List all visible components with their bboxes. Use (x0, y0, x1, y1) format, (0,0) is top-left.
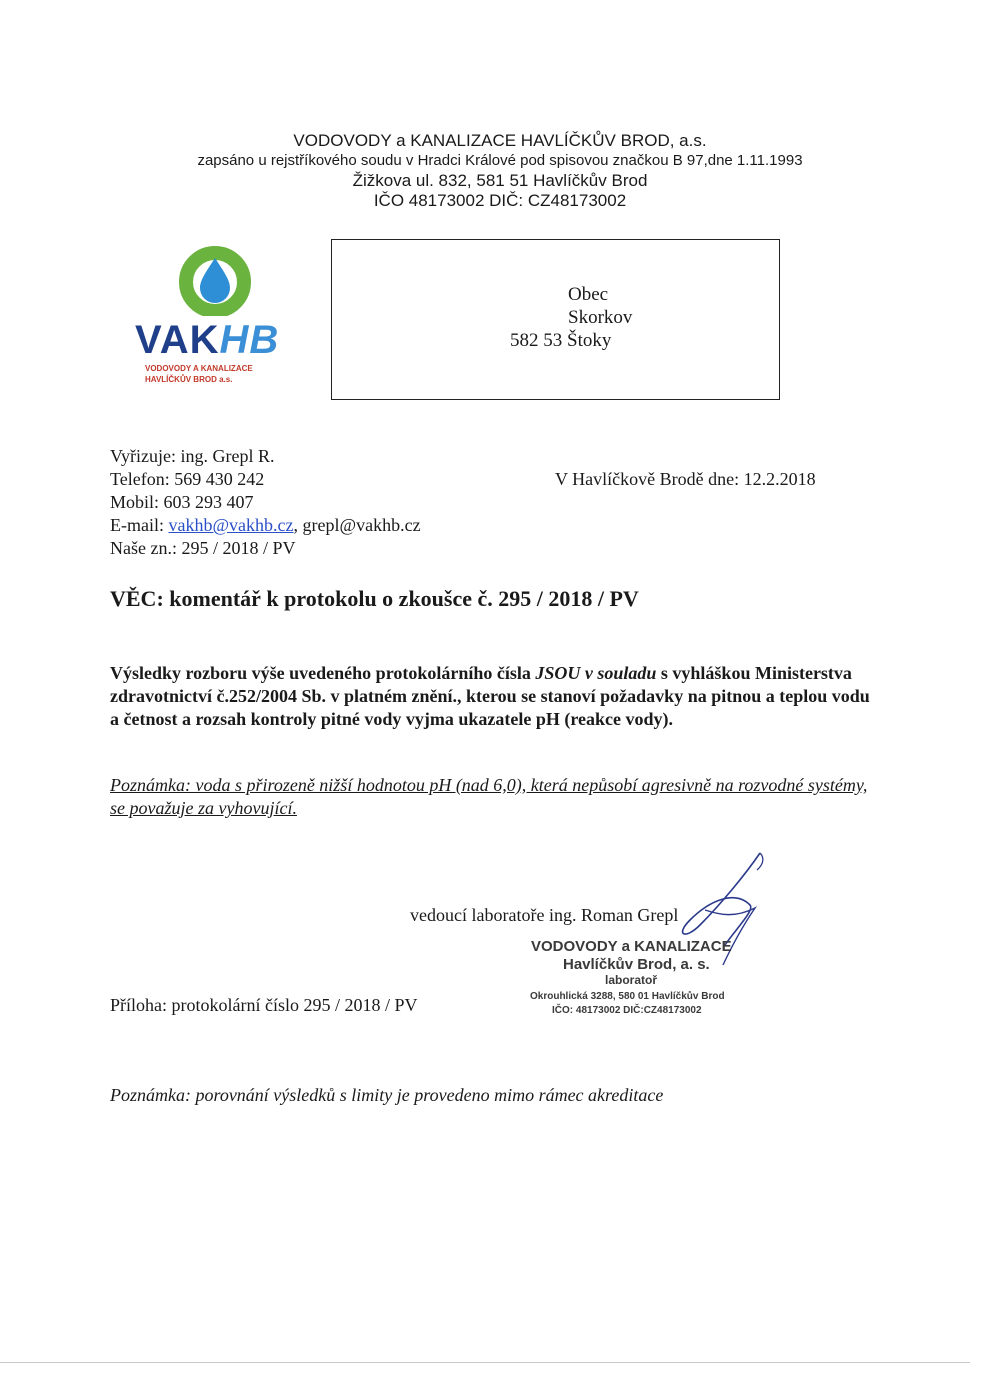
note-ph: Poznámka: voda s přirozeně nižší hodnotou pH (nad 6,0), která nepůsobí agresivně na rozvodné systémy, se považuje za vyhovující. (110, 775, 868, 818)
logo-brand-left: VAK (135, 318, 220, 362)
email-separator: , (293, 515, 303, 535)
stamp-line-1: VODOVODY a KANALIZACE (531, 938, 732, 955)
company-name: VODOVODY a KANALIZACE HAVLÍČKŮV BROD, a.s. (293, 131, 707, 150)
email-label: E-mail: (110, 515, 169, 535)
registration-line: zapsáno u rejstříkového soudu v Hradci Králové pod spisovou značkou B 97,dne 1.11.1993 (197, 152, 803, 169)
company-address: Žižkova ul. 832, 581 51 Havlíčkův Brod (352, 171, 648, 190)
water-drop-icon (130, 246, 305, 316)
company-ids: IČO 48173002 DIČ: CZ48173002 (373, 191, 627, 210)
mobile-line: Mobil: 603 293 407 (110, 492, 254, 512)
signature-line: vedoucí laboratoře ing. Roman Grepl (410, 905, 679, 925)
email-secondary: grepl@vakhb.cz (302, 515, 421, 535)
subject-line: VĚC: komentář k protokolu o zkoušce č. 295 / 2018 / PV (110, 586, 639, 611)
body-emphasis: JSOU v souladu (535, 663, 657, 683)
phone-line: Telefon: 569 430 242 (110, 469, 265, 489)
note-accreditation: Poznámka: porovnání výsledků s limity je provedeno mimo rámec akreditace (110, 1085, 664, 1105)
email-link[interactable]: vakhb@vakhb.cz (168, 515, 294, 535)
scan-edge-line (0, 1362, 970, 1363)
handler-line: Vyřizuje: ing. Grepl R. (110, 446, 275, 466)
stamp-line-4: Okrouhlická 3288, 580 01 Havlíčkův Brod (530, 991, 725, 1002)
place-date: V Havlíčkově Brodě dne: 12.2.2018 (555, 469, 816, 489)
body-part-1: Výsledky rozboru výše uvedeného protokolárního čísla (110, 663, 536, 683)
attachment-line: Příloha: protokolární číslo 295 / 2018 / PV (110, 995, 418, 1015)
logo-tagline-2: HAVLÍČKŮV BROD a.s. (145, 375, 233, 384)
stamp-line-5: IČO: 48173002 DIČ:CZ48173002 (552, 1005, 702, 1016)
contact-block (110, 445, 421, 560)
company-logo (130, 246, 305, 396)
recipient-line-1: Obec (568, 284, 609, 305)
reference-line: Naše zn.: 295 / 2018 / PV (110, 538, 296, 558)
body-part-2: s vyhláškou Ministerstva zdravotnictví č.252/2004 Sb. v platném znění., kterou se stanoví požadavky na pitnou a teplou vodu a četnost a rozsah kontroly pitné vody vyjma ukazatele pH (reakce vody). (110, 663, 870, 729)
recipient-line-3: 582 53 Štoky (510, 330, 612, 351)
logo-brand-right: HB (219, 318, 280, 362)
body-paragraph (110, 662, 880, 731)
stamp-line-3: laboratoř (605, 973, 658, 987)
recipient-address-box (331, 239, 780, 400)
stamp-line-2: Havlíčkův Brod, a. s. (563, 956, 710, 973)
laboratory-stamp (525, 938, 755, 1023)
logo-tagline-1: VODOVODY A KANALIZACE (145, 364, 253, 373)
email-line (110, 514, 421, 537)
recipient-line-2: Skorkov (568, 307, 633, 328)
